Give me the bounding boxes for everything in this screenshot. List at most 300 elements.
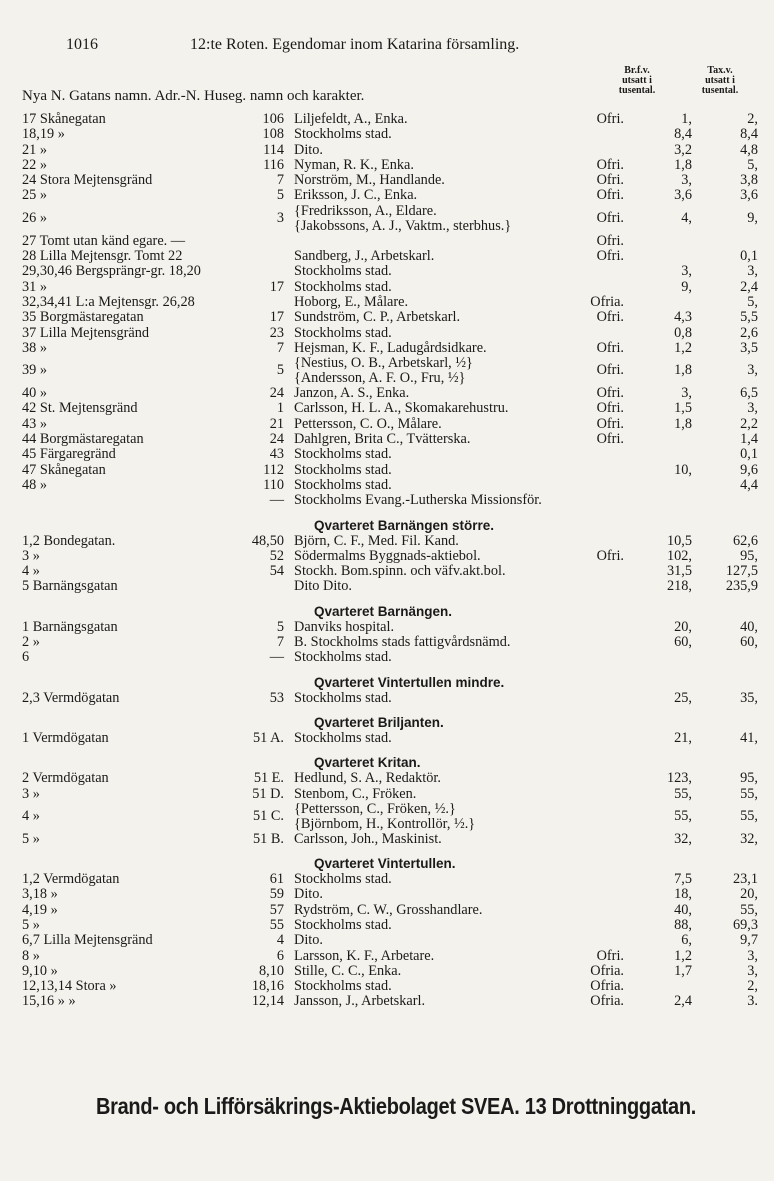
owner-cell: [294, 143, 323, 158]
owner-cell: [294, 280, 392, 295]
owner-line: Dito.: [294, 141, 323, 158]
ofri-cell: Ofri.: [596, 431, 624, 448]
taxering-value-cell: 4,4: [740, 476, 758, 493]
house-number-cell: 116: [263, 156, 284, 173]
advertisement-footer: Brand- och Lifförsäkrings-Aktiebolaget SVEA. 13 Drottninggatan.: [95, 1094, 697, 1120]
owner-line: {Fredriksson, A., Eldare.: [294, 202, 437, 219]
owner-line: Stockholms stad.: [294, 871, 392, 888]
address-cell: 29,30,46 Bergsprängr-gr. 18,20: [22, 263, 201, 280]
house-number-cell: —: [269, 649, 284, 666]
address-cell: 38 »: [22, 339, 48, 356]
taxering-value-cell: 3,: [747, 263, 758, 280]
house-number-cell: 21: [269, 415, 284, 432]
taxering-value-cell: 0,1: [740, 446, 758, 463]
section-gap: [0, 746, 774, 754]
owner-cell: [294, 918, 392, 933]
taxv-line-2: utsatt i: [705, 75, 735, 86]
section-gap: [0, 595, 774, 603]
table-row: [0, 964, 774, 979]
brandforsakring-value-cell: 1,8: [674, 415, 692, 432]
ofri-cell: Ofria.: [590, 978, 624, 995]
taxering-value-cell: 127,5: [725, 563, 758, 580]
address-cell: 32,34,41 L:a Mejtensgr. 26,28: [22, 293, 195, 310]
brandforsakring-value-cell: 55,: [674, 807, 692, 824]
house-number-cell: 17: [269, 278, 284, 295]
address-cell: 24 Stora Mejtensgränd: [22, 172, 153, 189]
owner-cell: [294, 326, 392, 341]
page-number: 1016: [66, 36, 98, 53]
house-number-cell: 106: [262, 111, 284, 127]
owner-line: {Pettersson, C., Fröken, ½.}: [294, 800, 456, 817]
house-number-cell: 3: [276, 209, 284, 226]
owner-line: Björn, C. F., Med. Fil. Kand.: [294, 532, 459, 549]
address-cell: 1,2 Bondegatan.: [22, 532, 116, 549]
ofri-cell: Ofri.: [596, 309, 624, 326]
house-number-cell: 5: [276, 187, 284, 204]
owner-line: Jansson, J., Arbetskarl.: [294, 993, 426, 1010]
owner-line: Nyman, R. K., Enka.: [294, 156, 414, 173]
taxering-value-cell: 235,9: [725, 578, 758, 595]
table-row: [0, 635, 774, 650]
owner-line: Stockholms stad.: [294, 729, 392, 746]
taxering-value-cell: 20,: [740, 886, 758, 903]
taxering-value-cell: 35,: [740, 689, 758, 706]
brandforsakring-value-cell: 60,: [674, 634, 692, 651]
ofri-cell: Ofri.: [596, 415, 624, 432]
owner-line: Södermalms Byggnads-aktiebol.: [294, 547, 481, 564]
address-cell: 4,19 »: [22, 901, 58, 918]
owner-cell: [294, 310, 460, 325]
page-header: [66, 36, 519, 54]
ofri-cell: Ofri.: [596, 400, 624, 417]
address-cell: 35 Borgmästaregatan: [22, 309, 144, 326]
house-number-cell: 54: [269, 563, 284, 580]
ofri-cell: Ofri.: [596, 187, 624, 204]
brandforsakring-value-cell: 7,5: [674, 871, 692, 888]
table-row: [0, 620, 774, 635]
section-gap: [0, 509, 774, 517]
brandforsakring-value-cell: 21,: [674, 729, 692, 746]
house-number-cell: 61: [269, 871, 284, 888]
owner-cell: [294, 691, 392, 706]
taxering-value-cell: 32,: [740, 830, 758, 847]
brandforsakring-value-cell: 10,5: [666, 532, 692, 549]
quarter-title: Qvarteret Barnängen.: [314, 603, 453, 619]
owner-line: B. Stockholms stads fattigvårdsnämd.: [294, 634, 511, 651]
table-row: [0, 650, 774, 665]
owner-cell: [294, 204, 511, 234]
taxering-value-cell: 55,: [740, 807, 758, 824]
table-row: [0, 534, 774, 549]
table-row: [0, 158, 774, 173]
address-cell: 28 Lilla Mejtensgr. Tomt 22: [22, 248, 183, 265]
table-row: [0, 994, 774, 1009]
brandforsakring-value-cell: 88,: [674, 916, 692, 933]
owner-line: {Nestius, O. B., Arbetskarl, ½}: [294, 355, 473, 372]
table-row: [0, 564, 774, 579]
address-cell: 26 »: [22, 209, 48, 226]
owner-line: Larsson, K. F., Arbetare.: [294, 947, 435, 964]
owner-cell: [294, 432, 470, 447]
house-number-cell: 55: [269, 916, 284, 933]
owner-cell: [294, 579, 352, 594]
house-number-cell: 108: [262, 126, 284, 143]
owner-cell: [294, 887, 323, 902]
owner-line: Pettersson, C. O., Målare.: [294, 415, 442, 432]
brandforsakring-value-cell: 20,: [674, 618, 692, 635]
table-row: [0, 463, 774, 478]
owner-line: Stille, C. C., Enka.: [294, 962, 402, 979]
table-row: [0, 280, 774, 295]
taxering-value-cell: 23,1: [732, 871, 758, 888]
address-cell: 5 »: [22, 830, 40, 847]
owner-line: Sundström, C. P., Arbetskarl.: [294, 309, 461, 326]
owner-cell: [294, 478, 392, 493]
address-cell: 2 »: [22, 634, 40, 651]
address-cell: 2,3 Vermdögatan: [22, 689, 120, 706]
owner-cell: [294, 994, 425, 1009]
owner-cell: [294, 386, 409, 401]
table-row: [0, 143, 774, 158]
house-number-cell: 4: [276, 932, 284, 949]
brandforsakring-value-cell: 3,2: [674, 141, 692, 158]
table-row: [0, 326, 774, 341]
brandforsakring-value-cell: 1,8: [674, 156, 692, 173]
brandforsakring-value-cell: 218,: [666, 578, 692, 595]
table-row: [0, 832, 774, 847]
brandforsakring-value-cell: 4,3: [674, 309, 692, 326]
table-row: [0, 188, 774, 203]
table-row: [0, 249, 774, 264]
address-cell: 4 »: [22, 563, 40, 580]
property-list: [0, 112, 774, 1010]
taxering-value-cell: 41,: [740, 729, 758, 746]
house-number-cell: 23: [269, 324, 284, 341]
owner-cell: [294, 564, 506, 579]
ofri-cell: Ofri.: [596, 339, 624, 356]
table-row: [0, 341, 774, 356]
address-cell: 25 »: [22, 187, 48, 204]
ofri-cell: Ofri.: [596, 947, 624, 964]
owner-cell: [294, 127, 392, 142]
brandforsakring-value-cell: 18,: [674, 886, 692, 903]
column-header-address: Nya N. Gatans namn. Adr.-N. Huseg. namn och karakter.: [22, 88, 365, 104]
house-number-cell: 51 D.: [252, 785, 284, 802]
ofri-cell: Ofri.: [596, 385, 624, 402]
ofri-cell: Ofria.: [590, 962, 624, 979]
brandforsakring-value-cell: 102,: [666, 547, 692, 564]
owner-cell: [294, 933, 323, 948]
taxering-value-cell: 8,4: [740, 126, 758, 143]
owner-line: Danviks hospital.: [294, 618, 395, 635]
brandforsakring-value-cell: 32,: [674, 830, 692, 847]
owner-cell: [294, 158, 414, 173]
table-row: [0, 386, 774, 401]
owner-line-2: {Björnbom, H., Kontrollör, ½.}: [294, 815, 476, 832]
taxering-value-cell: 2,6: [740, 324, 758, 341]
house-number-cell: 7: [276, 172, 284, 189]
owner-line: Carlsson, Joh., Maskinist.: [294, 830, 442, 847]
address-cell: 5 »: [22, 916, 40, 933]
owner-line: Stockholms Evang.-Lutherska Missionsför.: [294, 492, 542, 509]
ofri-cell: Ofria.: [590, 293, 624, 310]
table-row: [0, 478, 774, 493]
house-number-cell: 53: [269, 689, 284, 706]
address-cell: 22 »: [22, 156, 48, 173]
owner-cell: [294, 620, 394, 635]
ofri-cell: Ofria.: [590, 993, 624, 1010]
brandforsakring-value-cell: 1,: [681, 111, 692, 127]
taxering-value-cell: 3,6: [740, 187, 758, 204]
address-cell: 21 »: [22, 141, 48, 158]
owner-line: Dito.: [294, 886, 323, 903]
house-number-cell: 59: [269, 886, 284, 903]
brandforsakring-value-cell: 31,5: [666, 563, 692, 580]
brandforsakring-value-cell: 1,2: [674, 339, 692, 356]
taxering-value-cell: 2,2: [740, 415, 758, 432]
column-header-brfv: [598, 66, 676, 96]
brfv-line-1: Br.f.v.: [624, 65, 650, 76]
house-number-cell: 114: [263, 141, 284, 158]
table-row: [0, 691, 774, 706]
brandforsakring-value-cell: 1,5: [674, 400, 692, 417]
owner-line: Stockholms stad.: [294, 689, 392, 706]
table-row: [0, 264, 774, 279]
ofri-cell: Ofri.: [596, 172, 624, 189]
address-cell: 45 Färgaregränd: [22, 446, 116, 463]
table-row: [0, 234, 774, 249]
table-row: [0, 731, 774, 746]
address-cell: 37 Lilla Mejtensgränd: [22, 324, 150, 341]
table-row: [0, 903, 774, 918]
address-cell: 3,18 »: [22, 886, 58, 903]
address-cell: 18,19 »: [22, 126, 65, 143]
section-gap: [0, 847, 774, 855]
address-cell: 1 Vermdögatan: [22, 729, 109, 746]
brandforsakring-value-cell: 40,: [674, 901, 692, 918]
address-cell: 1,2 Vermdögatan: [22, 871, 120, 888]
owner-cell: [294, 173, 445, 188]
taxering-value-cell: 55,: [740, 901, 758, 918]
owner-cell: [294, 802, 475, 832]
owner-line-2: {Andersson, A. F. O., Fru, ½}: [294, 370, 466, 387]
house-number-cell: 51 E.: [253, 770, 284, 787]
house-number-cell: 51 B.: [253, 830, 284, 847]
owner-cell: [294, 249, 434, 264]
owner-cell: [294, 731, 392, 746]
taxv-line-3: tusental.: [701, 85, 739, 96]
house-number-cell: 43: [269, 446, 284, 463]
table-row: [0, 579, 774, 594]
brandforsakring-value-cell: 3,6: [674, 187, 692, 204]
brandforsakring-value-cell: 3,: [681, 172, 692, 189]
owner-line: Stockholms stad.: [294, 278, 392, 295]
taxering-value-cell: 3,: [747, 400, 758, 417]
taxering-value-cell: 9,6: [740, 461, 758, 478]
table-row: [0, 872, 774, 887]
section-gap: [0, 706, 774, 714]
owner-line: Hejsman, K. F., Ladugårdsidkare.: [294, 339, 487, 356]
table-row: [0, 432, 774, 447]
address-cell: 40 »: [22, 385, 48, 402]
owner-cell: [294, 787, 416, 802]
owner-cell: [294, 949, 434, 964]
address-cell: 8 »: [22, 947, 40, 964]
table-row: [0, 112, 774, 127]
owner-line: Stockholms stad.: [294, 446, 392, 463]
taxering-value-cell: 3,8: [740, 172, 758, 189]
column-header-taxv: [680, 66, 760, 96]
taxering-value-cell: 55,: [740, 785, 758, 802]
ofri-cell: Ofri.: [596, 547, 624, 564]
owner-cell: [294, 964, 401, 979]
house-number-cell: 7: [276, 339, 284, 356]
house-number-cell: 5: [276, 618, 284, 635]
roten-label: 12:te Roten.: [190, 36, 269, 53]
taxering-value-cell: 0,1: [740, 248, 758, 265]
house-number-cell: 57: [269, 901, 284, 918]
brfv-line-2: utsatt i: [622, 75, 652, 86]
taxering-value-cell: 3.: [747, 993, 758, 1010]
house-number-cell: 110: [263, 476, 284, 493]
address-cell: 48 »: [22, 476, 48, 493]
owner-line: Stockholms stad.: [294, 649, 392, 666]
owner-cell: [294, 979, 392, 994]
address-cell: 12,13,14 Stora »: [22, 978, 117, 995]
owner-line-2: {Jakobssons, A. J., Vaktm., sterbhus.}: [294, 217, 512, 234]
quarter-title: Qvarteret Vintertullen mindre.: [314, 674, 505, 690]
owner-line: Stockholms stad.: [294, 126, 392, 143]
address-cell: 17 Skånegatan: [22, 111, 106, 127]
owner-line: Stockh. Bom.spinn. och väfv.akt.bol.: [294, 563, 506, 580]
quarter-title: Qvarteret Barnängen större.: [314, 517, 495, 533]
brandforsakring-value-cell: 0,8: [674, 324, 692, 341]
owner-line: Hoborg, E., Målare.: [294, 293, 409, 310]
taxering-value-cell: 60,: [740, 634, 758, 651]
table-row: [0, 204, 774, 234]
address-cell: 1 Barnängsgatan: [22, 618, 118, 635]
table-row: [0, 887, 774, 902]
section-gap: [0, 666, 774, 674]
taxering-value-cell: 3,: [747, 362, 758, 379]
owner-cell: [294, 549, 481, 564]
house-number-cell: 24: [269, 431, 284, 448]
table-row: [0, 173, 774, 188]
owner-line: Liljefeldt, A., Enka.: [294, 111, 408, 127]
brandforsakring-value-cell: 4,: [681, 209, 692, 226]
house-number-cell: 24: [269, 385, 284, 402]
owner-cell: [294, 295, 408, 310]
owner-cell: [294, 112, 408, 127]
ofri-cell: Ofri.: [596, 111, 624, 127]
taxering-value-cell: 9,: [747, 209, 758, 226]
address-cell: 47 Skånegatan: [22, 461, 106, 478]
brandforsakring-value-cell: 6,: [681, 932, 692, 949]
house-number-cell: —: [269, 492, 284, 509]
brandforsakring-value-cell: 55,: [674, 785, 692, 802]
owner-cell: [294, 341, 487, 356]
taxering-value-cell: 40,: [740, 618, 758, 635]
house-number-cell: 112: [263, 461, 284, 478]
brandforsakring-value-cell: 9,: [681, 278, 692, 295]
brandforsakring-value-cell: 1,7: [674, 962, 692, 979]
table-row: [0, 447, 774, 462]
owner-line: Dito.: [294, 932, 323, 949]
owner-cell: [294, 872, 392, 887]
owner-line: Stockholms stad.: [294, 476, 392, 493]
owner-line: Carlsson, H. L. A., Skomakarehustru.: [294, 400, 509, 417]
owner-line: Stockholms stad.: [294, 916, 392, 933]
quarter-title: Qvarteret Briljanten.: [314, 714, 444, 730]
taxering-value-cell: 5,5: [740, 309, 758, 326]
owner-cell: [294, 534, 459, 549]
ofri-cell: Ofri.: [596, 248, 624, 265]
brandforsakring-value-cell: 2,4: [674, 993, 692, 1010]
owner-line: Stenbom, C., Fröken.: [294, 785, 417, 802]
owner-line: Hedlund, S. A., Redaktör.: [294, 770, 441, 787]
table-row: [0, 771, 774, 786]
owner-line: Eriksson, J. C., Enka.: [294, 187, 418, 204]
table-row: [0, 417, 774, 432]
address-cell: 42 St. Mejtensgränd: [22, 400, 138, 417]
owner-cell: [294, 264, 392, 279]
owner-line: Norström, M., Handlande.: [294, 172, 445, 189]
taxering-value-cell: 3,5: [740, 339, 758, 356]
address-cell: 39 »: [22, 362, 48, 379]
table-row: [0, 787, 774, 802]
owner-cell: [294, 356, 473, 386]
taxering-value-cell: 3,: [747, 947, 758, 964]
house-number-cell: 7: [276, 634, 284, 651]
brandforsakring-value-cell: 3,: [681, 263, 692, 280]
brandforsakring-value-cell: 25,: [674, 689, 692, 706]
table-row: [0, 493, 774, 508]
taxering-value-cell: 5,: [747, 293, 758, 310]
owner-cell: [294, 493, 542, 508]
quarter-title: Qvarteret Kritan.: [314, 755, 421, 771]
address-cell: 9,10 »: [22, 962, 58, 979]
table-row: [0, 356, 774, 386]
house-number-cell: 6: [276, 947, 284, 964]
ofri-cell: Ofri.: [596, 209, 624, 226]
taxv-line-1: Tax.v.: [707, 65, 733, 76]
taxering-value-cell: 5,: [747, 156, 758, 173]
owner-line: Dito Dito.: [294, 578, 352, 595]
taxering-value-cell: 4,8: [740, 141, 758, 158]
table-row: [0, 949, 774, 964]
owner-line: Stockholms stad.: [294, 324, 392, 341]
taxering-value-cell: 1,4: [740, 431, 758, 448]
address-cell: 44 Borgmästaregatan: [22, 431, 144, 448]
taxering-value-cell: 6,5: [740, 385, 758, 402]
owner-cell: [294, 463, 392, 478]
taxering-value-cell: 9,7: [740, 932, 758, 949]
taxering-value-cell: 2,4: [740, 278, 758, 295]
address-cell: 3 »: [22, 785, 40, 802]
address-cell: 6: [22, 649, 30, 666]
owner-line: Dahlgren, Brita C., Tvätterska.: [294, 431, 471, 448]
house-number-cell: 5: [276, 362, 284, 379]
taxering-value-cell: 62,6: [732, 532, 758, 549]
owner-cell: [294, 832, 442, 847]
house-number-cell: 17: [269, 309, 284, 326]
table-row: [0, 802, 774, 832]
owner-line: Sandberg, J., Arbetskarl.: [294, 248, 435, 265]
taxering-value-cell: 95,: [740, 770, 758, 787]
address-cell: 43 »: [22, 415, 48, 432]
brandforsakring-value-cell: 10,: [674, 461, 692, 478]
ofri-cell: Ofri.: [596, 232, 624, 249]
